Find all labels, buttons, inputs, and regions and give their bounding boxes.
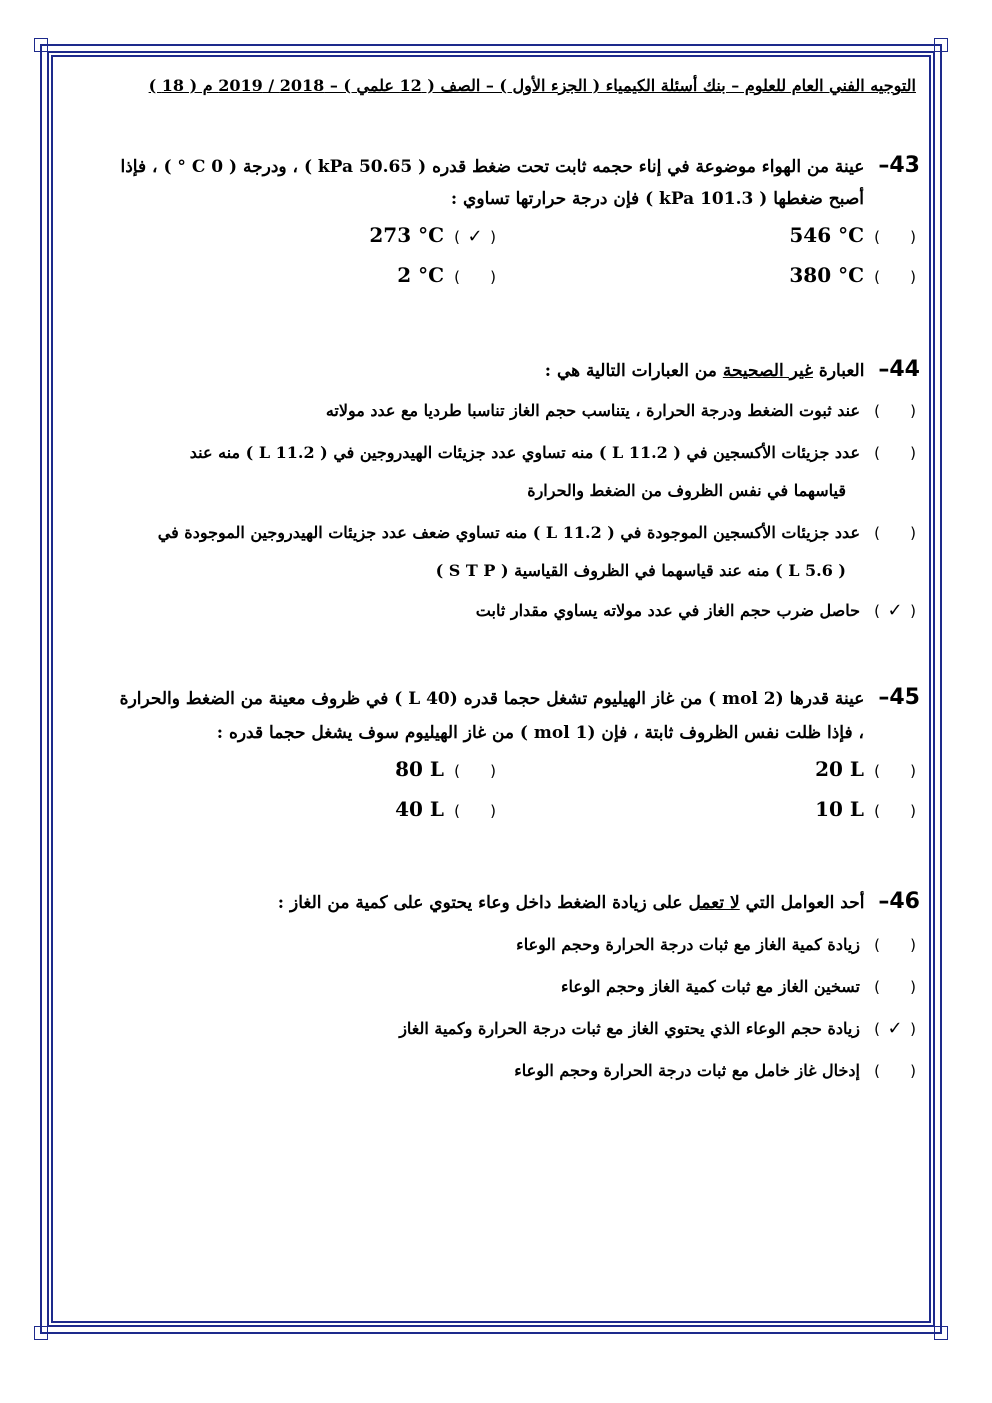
question-text: عينة من الهواء موضوعة في إناء حجمه ثابت تحت ضغط قدره ( 50.65 kPa ) ، ودرجة ( 0 C ° ) ، فإذا [120, 157, 865, 177]
options-row [60, 757, 920, 797]
question-number: 45– [878, 685, 920, 710]
choice-item[interactable]: () عدد جزيئات الأكسجين في ( 11.2 L ) منه تساوي عدد جزيئات الهيدروجين في ( 11.2 L ) منه عند [189, 443, 916, 462]
options-row [60, 263, 920, 303]
choice-item[interactable]: (✓) زيادة حجم الوعاء الذي يحتوي الغاز مع ثبات درجة الحرارة وكمية الغاز [399, 1018, 916, 1039]
question-text-continued: أصبح ضغطها ( 101.3 kPa ) فإن درجة حرارتها تساوي : [450, 189, 864, 209]
page-header: التوجيه الفني العام للعلوم – بنك أسئلة الكيمياء ( الجزء الأول ) – الصف ( 12 علمي ) – 2018 / 2019 م ( 18 ) [148, 76, 916, 95]
option[interactable]: ()40 L [395, 797, 496, 821]
border-corner-ornament [34, 1326, 48, 1340]
choice-item[interactable]: () إدخال غاز خامل مع ثبات درجة الحرارة وحجم الوعاء [514, 1061, 916, 1080]
border-corner-ornament [34, 38, 48, 52]
option[interactable]: ()380 °C [789, 263, 916, 287]
worksheet-page [60, 60, 920, 1310]
options-row [60, 223, 920, 263]
choice-continuation: ( 5.6 L ) منه عند قياسهما في الظروف القياسية ( S T P ) [435, 561, 846, 580]
choice-item[interactable]: () عدد جزيئات الأكسجين الموجودة في ( 11.2 L ) منه تساوي ضعف عدد جزيئات الهيدروجين الموجودة في [157, 523, 916, 542]
question-number: 44– [878, 357, 920, 382]
emphasis-text: غير الصحيحة [722, 361, 813, 381]
option[interactable]: (✓)273 °C [369, 223, 496, 247]
checkmark-icon: ✓ [887, 1018, 903, 1039]
question-text: عينة قدرها (2 mol ) من غاز الهيليوم تشغل حجما قدره (40 L ) في ظروف معينة من الضغط والحرارة [119, 689, 865, 709]
option[interactable]: ()10 L [815, 797, 916, 821]
choice-item[interactable]: () زيادة كمية الغاز مع ثبات درجة الحرارة وحجم الوعاء [516, 935, 916, 954]
question-44: 44– العبارة غير الصحيحة من العبارات التالية هي : () عند ثبوت الضغط ودرجة الحرارة ، يتناسب حجم الغاز تناسبا طرديا مع عدد مولاته () عدد جزيئات الأكسجين في ( 11.2 L ) منه تساوي عدد جزيئات الهيدروجين في ( 11.2 L ) منه عند قياسهما في نفس الظروف من الضغط والحرارة () عدد جزيئات الأكسجين الموجودة في ( 11.2 L ) منه تساوي ضعف عدد جزيئات الهيدروجين الموجودة في ( 5.6 L ) منه عند قياسهما في الظروف القياسية ( S T P ) (✓) حاصل ضرب حجم الغاز في عدد مولاته يساوي مقدار ثابت [60, 360, 920, 621]
question-number: 46– [878, 889, 920, 914]
border-corner-ornament [934, 38, 948, 52]
checkmark-icon: ✓ [467, 226, 483, 247]
question-43 [60, 153, 920, 303]
option[interactable]: ()2 °C [397, 263, 496, 287]
choice-continuation: قياسهما في نفس الظروف من الضغط والحرارة [527, 481, 846, 500]
checkmark-icon: ✓ [887, 600, 903, 621]
question-number: 43– [878, 153, 920, 178]
option[interactable]: ()20 L [815, 757, 916, 781]
border-corner-ornament [934, 1326, 948, 1340]
choice-item[interactable]: (✓) حاصل ضرب حجم الغاز في عدد مولاته يساوي مقدار ثابت [475, 600, 916, 621]
choice-item[interactable]: () تسخين الغاز مع ثبات كمية الغاز وحجم الوعاء [560, 977, 916, 996]
option[interactable]: ()546 °C [789, 223, 916, 247]
question-45 [60, 685, 920, 837]
emphasis-text: لا تعمل [688, 893, 740, 913]
question-46: 46– أحد العوامل التي لا تعمل على زيادة الضغط داخل وعاء يحتوي على كمية من الغاز : () زيادة كمية الغاز مع ثبات درجة الحرارة وحجم الوعاء () تسخين الغاز مع ثبات كمية الغاز وحجم الوعاء (✓) زيادة حجم الوعاء الذي يحتوي الغاز مع ثبات درجة الحرارة وكمية الغاز () إدخال غاز خامل مع ثبات درجة الحرارة وحجم الوعاء [60, 892, 920, 1081]
choice-item[interactable]: () عند ثبوت الضغط ودرجة الحرارة ، يتناسب حجم الغاز تناسبا طرديا مع عدد مولاته [325, 401, 916, 420]
options-row [60, 797, 920, 837]
question-text-continued: ، فإذا ظلت نفس الظروف ثابتة ، فإن (1 mol ) من غاز الهيليوم سوف يشغل حجما قدره : [216, 723, 864, 743]
option[interactable]: ()80 L [395, 757, 496, 781]
